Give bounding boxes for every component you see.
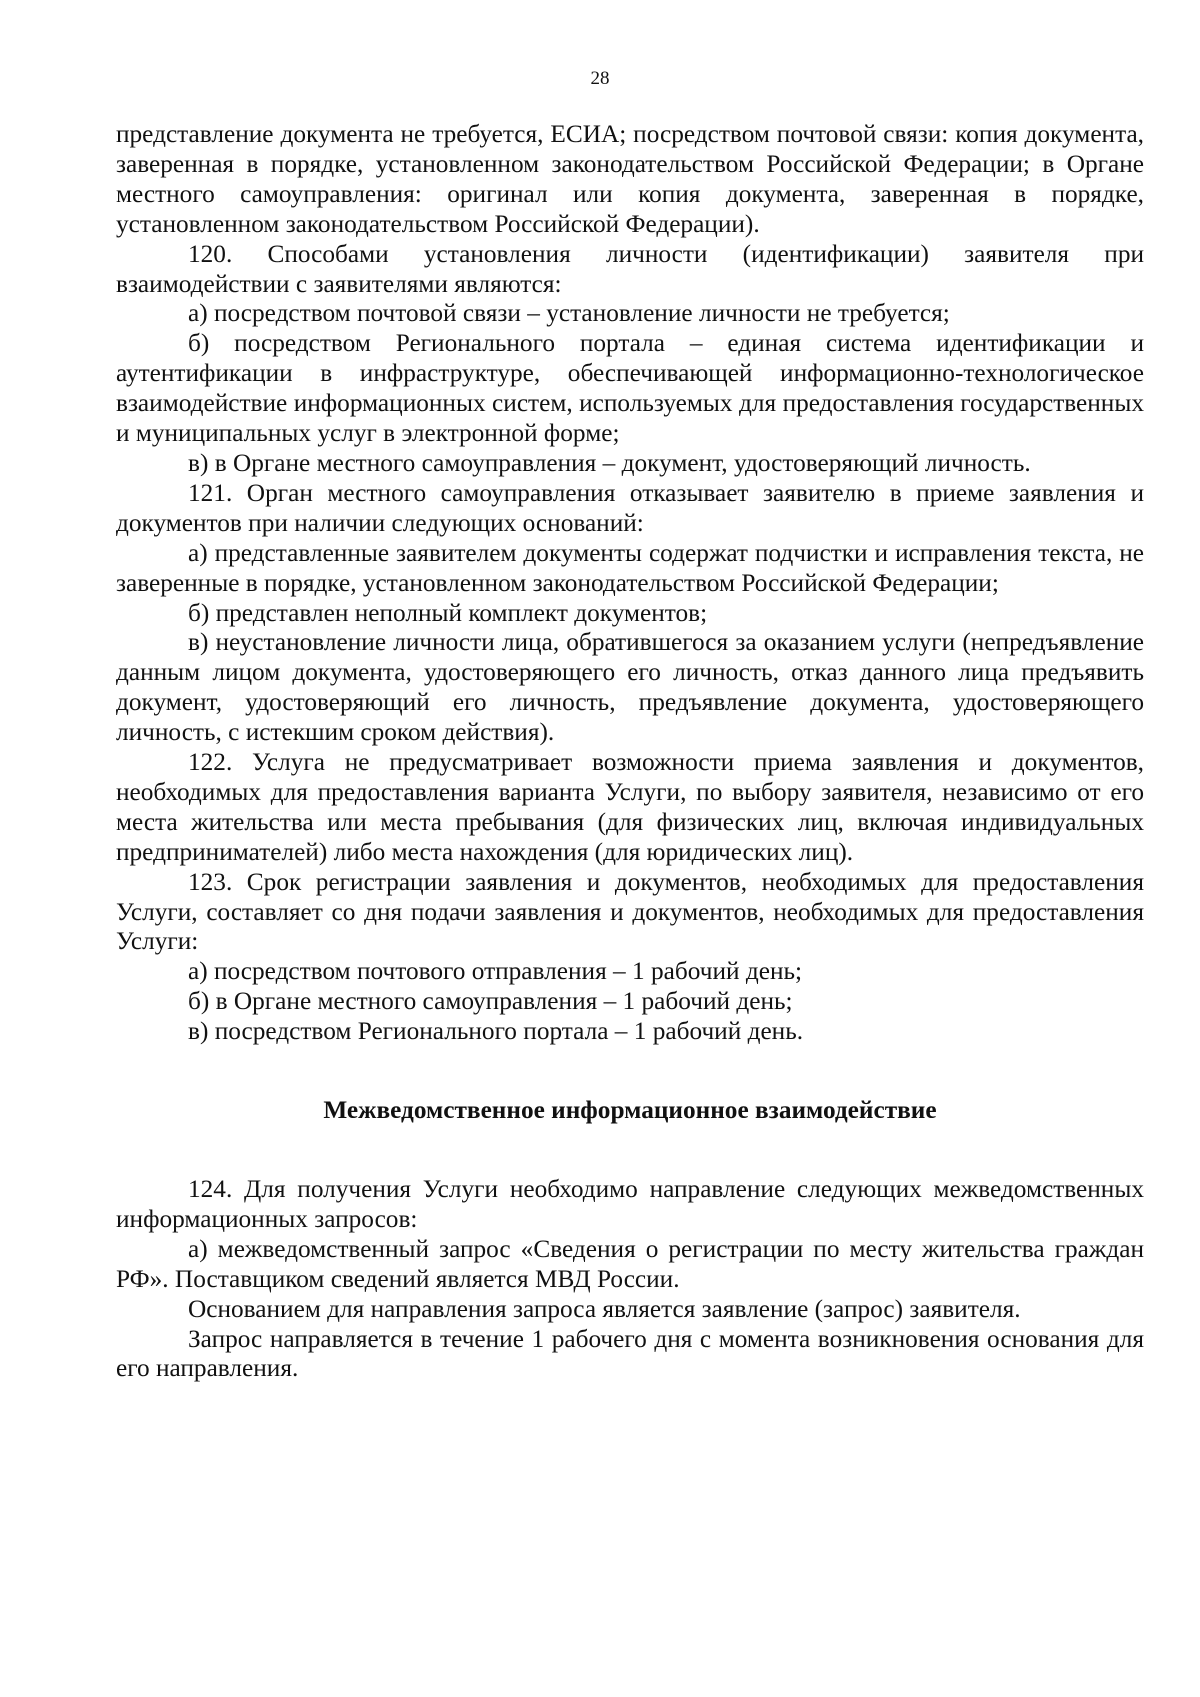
paragraph-122: 122. Услуга не предусматривает возможности приема заявления и документов, необходимых для предоставления варианта Услуги, по выбору заявителя, независимо от его места жительства или места пребывания (для физических лиц, включая индивидуальных предпринимателей) либо места нахождения (для юридических лиц). — [116, 748, 1144, 866]
paragraph-120-a: а) посредством почтовой связи – установление личности не требуется; — [188, 299, 950, 328]
paragraph-121-b: б) представлен неполный комплект документов; — [188, 598, 708, 627]
paragraph-120: 120. Способами установления личности (идентификации) заявителя при взаимодействии с заявителями являются: — [116, 239, 1144, 298]
page-number: 28 — [590, 68, 610, 89]
paragraph-121-v: в) неустановление личности лица, обратившегося за оказанием услуги (непредъявление данным лицом документа, удостоверяющего его личность, отказ данного лица предъявить документ, удостоверяющий его личность, предъявление документа, удостоверяющего личность, с истекшим сроком действия). — [116, 628, 1144, 747]
paragraph-request-timing: Запрос направляется в течение 1 рабочего дня с момента возникновения основания для его направления. — [116, 1324, 1144, 1383]
paragraph-123: 123. Срок регистрации заявления и документов, необходимых для предоставления Услуги, составляет со дня подачи заявления и документов, необходимых для предоставления Услуги: — [116, 867, 1144, 956]
paragraph-124-a: а) межведомственный запрос «Сведения о регистрации по месту жительства граждан РФ». Поставщиком сведений является МВД России. — [116, 1234, 1144, 1293]
paragraph-continuation: представление документа не требуется, ЕСИА; посредством почтовой связи: копия документа, заверенная в порядке, установленном законодательством Российской Федерации; в Органе местного самоуправления: оригинал или копия документа, заверенная в порядке, установленном законодательством Российской Федерации). — [116, 120, 1144, 238]
paragraph-120-v: в) в Органе местного самоуправления – документ, удостоверяющий личность. — [188, 448, 1031, 477]
paragraph-request-basis: Основанием для направления запроса является заявление (запрос) заявителя. — [188, 1294, 1021, 1323]
paragraph-123-b: б) в Органе местного самоуправления – 1 рабочий день; — [188, 987, 793, 1016]
document-body — [116, 120, 1144, 1384]
paragraph-120-b: б) посредством Регионального портала – единая система идентификации и аутентификации в инфраструктуре, обеспечивающей информационно-технологическое взаимодействие информационных систем, используемых для предоставления государственных и муниципальных услуг в электронной форме; — [116, 329, 1144, 448]
paragraph-124: 124. Для получения Услуги необходимо направление следующих межведомственных информационных запросов: — [116, 1175, 1144, 1233]
paragraph-121: 121. Орган местного самоуправления отказывает заявителю в приеме заявления и документов при наличии следующих оснований: — [116, 478, 1144, 537]
paragraph-123-a: а) посредством почтового отправления – 1 рабочий день; — [188, 957, 803, 986]
paragraph-121-a: а) представленные заявителем документы содержат подчистки и исправления текста, не заверенные в порядке, установленном законодательством Российской Федерации; — [116, 538, 1144, 597]
paragraph-123-v: в) посредством Регионального портала – 1 рабочий день. — [188, 1017, 804, 1046]
section-heading: Межведомственное информационное взаимодействие — [323, 1096, 937, 1125]
